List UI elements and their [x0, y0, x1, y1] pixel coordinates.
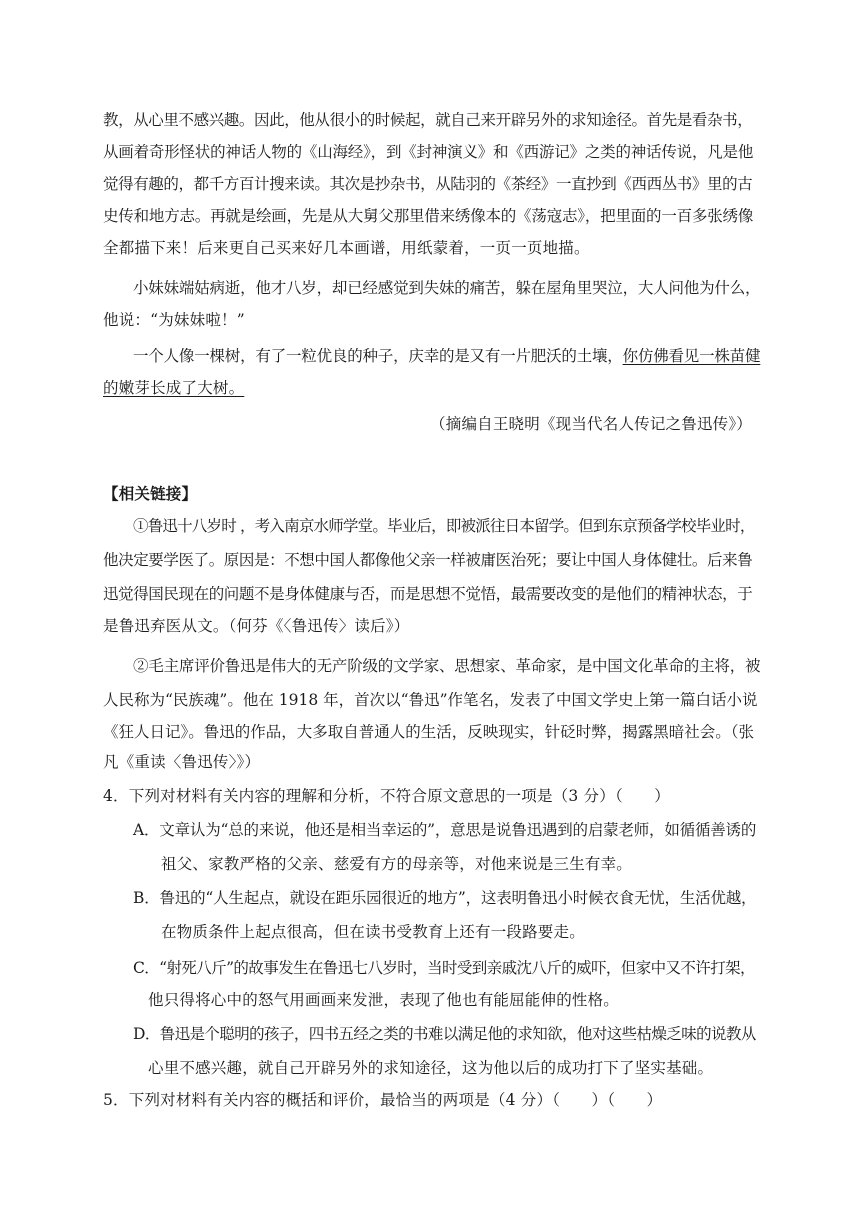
- related-line: 凡《重读〈鲁迅传〉》）: [103, 753, 261, 771]
- option-c: C．“射死八斤”的故事发生在鲁迅七八岁时，当时受到亲戚沈八斤的威吓，但家中又不许打架，: [133, 959, 755, 977]
- related-line: 迅觉得国民现在的问题不是身体健康与否，而是思想不觉悟，最需要改变的是他们的精神状态，于: [103, 585, 753, 603]
- passage-line: 全都描下来！后来更自己买来好几本画谱，用纸蒙着，一页一页地描。: [103, 239, 590, 257]
- related-line: 是鲁迅弃医从文。（何芬《〈鲁迅传〉读后》）: [103, 617, 410, 635]
- tree-sentence-plain: 一个人像一棵树，有了一粒优良的种子，庆幸的是又有一片肥沃的土壤，: [133, 347, 623, 365]
- option-d-cont: 心里不感兴趣，就自己开辟另外的求知途径，这为他以后的成功打下了坚实基础。: [148, 1059, 714, 1077]
- passage-line: 小妹妹端姑病逝，他才八岁，却已经感觉到失妹的痛苦，躲在屋角里哭泣，大人问他为什么，: [133, 279, 761, 297]
- related-heading: 【相关链接】: [103, 485, 198, 503]
- option-a-cont: 祖父、家教严格的父亲、慈爱有方的母亲等，对他来说是三生有幸。: [161, 855, 633, 873]
- option-b-cont: 在物质条件上起点很高，但在读书受教育上还有一段路要走。: [161, 923, 585, 941]
- underlined-sentence: 你仿佛看见一株苗健: [622, 347, 761, 365]
- underlined-sentence: 的嫩芽长成了大树。: [103, 379, 245, 397]
- question-5: 5．下列对材料有关内容的概括和评价，最恰当的两项是（4 分）（ ）（ ）: [103, 1091, 663, 1109]
- passage-line: 从画着奇形怪状的神话人物的《山海经》，到《封神演义》和《西游记》之类的神话传说，凡是他: [103, 143, 754, 161]
- related-line: 他决定要学医了。原因是：不想中国人都像他父亲一样被庸医治死；要让中国人身体健壮。后来鲁: [103, 551, 753, 569]
- passage-line: 史传和地方志。再就是绘画，先是从大舅父那里借来绣像本的《荡寇志》，把里面的一百多张绣像: [103, 207, 754, 225]
- passage-line: 觉得有趣的，都千方百计搜来读。其次是抄杂书，从陆羽的《茶经》一直抄到《西西丛书》里的古: [103, 175, 753, 193]
- related-line: 《狂人日记》。鲁迅的作品，大多取自普通人的生活，反映现实，针砭时弊，揭露黑暗社会。（张: [103, 723, 755, 741]
- passage-line: 教，从心里不感兴趣。因此，他从很小的时候起，就自己来开辟另外的求知途径。首先是看杂书，: [103, 111, 753, 129]
- option-d: D．鲁迅是个聪明的孩子，四书五经之类的书难以满足他的求知欲，他对这些枯燥乏味的说教从: [133, 1025, 756, 1043]
- question-4: 4．下列对材料有关内容的理解和分析，不符合原文意思的一项是（3 分）（ ）: [103, 787, 671, 805]
- passage-line: 他说：“为妹妹啦！”: [103, 311, 245, 329]
- option-a: A．文章认为“总的来说，他还是相当幸运的”，意思是说鲁迅遇到的启蒙老师，如循循善诱的: [133, 821, 757, 839]
- related-line: ②毛主席评价鲁迅是伟大的无产阶级的文学家、思想家、革命家，是中国文化革命的主将，被: [133, 657, 761, 675]
- related-line: 人民称为“民族魂”。他在 1918 年，首次以“鲁迅”作笔名，发表了中国文学史上第一篇白话小说: [103, 691, 758, 709]
- related-line: ①鲁迅十八岁时 ，考入南京水师学堂。毕业后，即被派往日本留学。但到东京预备学校毕业时，: [133, 517, 755, 535]
- option-b: B．鲁迅的“人生起点，就设在距乐园很近的地方”，这表明鲁迅小时候衣食无忧，生活优越，: [133, 889, 757, 907]
- tree-sentence-line: [103, 378, 759, 398]
- option-c-cont: 他只得将心中的怒气用画画来发泄，表现了他也有能屈能伸的性格。: [148, 991, 620, 1009]
- passage-source: （摘编自王晓明《现当代名人传记之鲁迅传》）: [430, 415, 752, 433]
- tree-sentence-line: [133, 346, 759, 366]
